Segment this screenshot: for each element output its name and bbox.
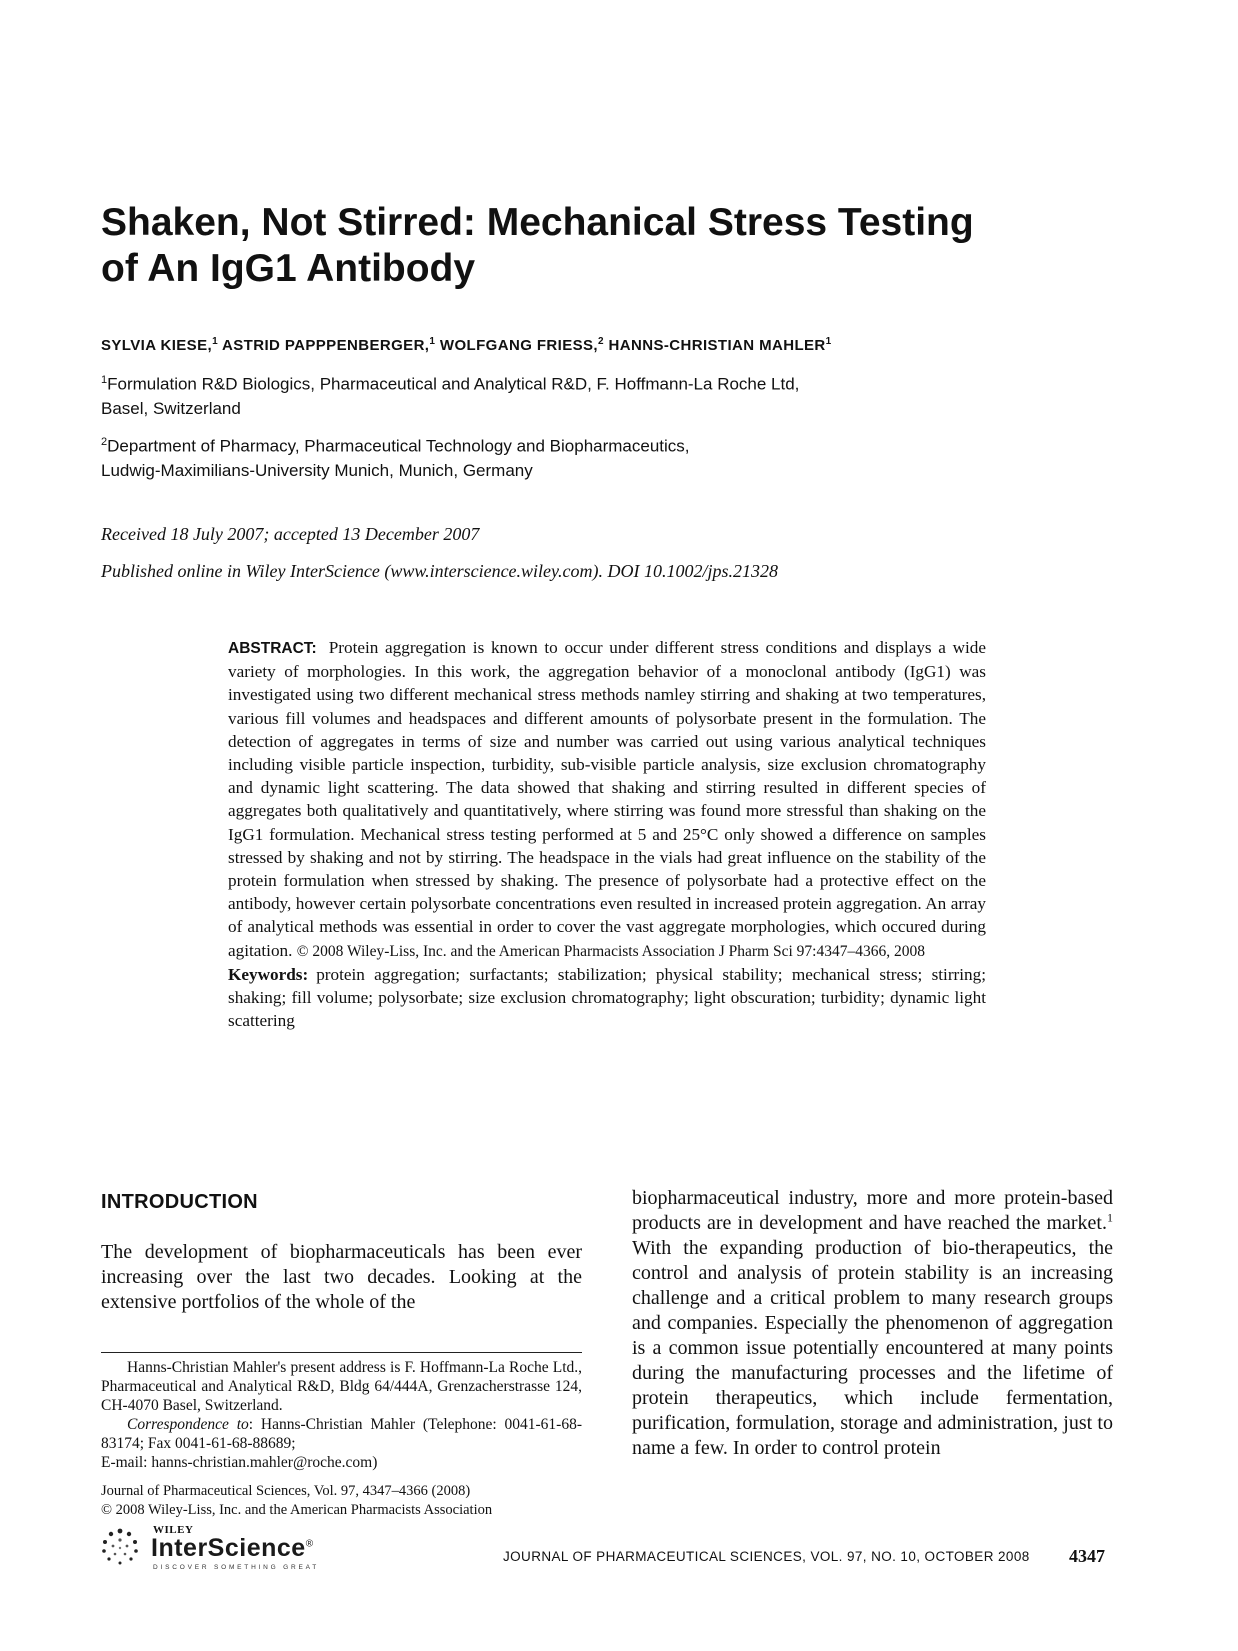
affiliation-line: Ludwig-Maximilians-University Munich, Munich, Germany [101, 460, 533, 480]
logo-tagline: DISCOVER SOMETHING GREAT [153, 1564, 320, 1571]
wiley-interscience-logo [101, 1524, 361, 1576]
author-name: HANNS-CHRISTIAN MAHLER [608, 337, 826, 354]
abstract-copyright: © 2008 Wiley-Liss, Inc. and the American Pharmacists Association J Pharm Sci 97:4347–4366, 2008 [296, 942, 925, 960]
footnote-email: E-mail: hanns-christian.mahler@roche.com) [101, 1454, 378, 1471]
publication-info: Published online in Wiley InterScience (www.interscience.wiley.com). DOI 10.1002/jps.21328 [101, 561, 779, 581]
received-dates: Received 18 July 2007; accepted 13 December 2007 [101, 524, 480, 544]
affiliation-line: Basel, Switzerland [101, 398, 241, 418]
logo-publisher: WILEY [153, 1524, 194, 1536]
title-line-2: of An IgG1 Antibody [101, 247, 476, 290]
reference-mark: 1 [1107, 1210, 1113, 1225]
author-list [101, 336, 1141, 354]
author-affiliation-mark: 1 [429, 336, 436, 347]
journal-citation [101, 1482, 582, 1520]
affiliation-line: Formulation R&D Biologics, Pharmaceutical and Analytical R&D, F. Hoffmann-La Roche Ltd, [107, 374, 800, 394]
affiliation-2 [101, 430, 1001, 483]
keywords-text: protein aggregation; surfactants; stabilization; physical stability; mechanical stress; stirring; shaking; fill volume; polysorbate; size exclusion chromatography; light obscuration; turbidity; dynamic light scattering [228, 964, 986, 1031]
abstract-block [228, 636, 986, 1032]
author-name: ASTRID PAPPPENBERGER, [222, 337, 430, 354]
abstract-text: Protein aggregation is known to occur under different stress conditions and displays a wide variety of morphologies. In this work, the aggregation behavior of a monoclonal antibody (IgG1) was investigated using two different mechanical stress methods namley stirring and shaking at two temperatures, various fill volumes and headspaces and different amounts of polysorbate present in the formulation. The detection of aggregates in terms of size and number was carried out using various analytical techniques including visible particle inspection, turbidity, sub-visible particle analysis, size exclusion chromatography and dynamic light scattering. The data showed that shaking and stirring resulted in different species of aggregates both qualitatively and quantitatively, where stirring was found more stressful than shaking on the IgG1 formulation. Mechanical stress testing performed at 5 and 25°C only showed a difference on samples stressed by shaking and not by stirring. The headspace in the vials had great influence on the stability of the protein formulation when stressed by shaking. The presence of polysorbate had a protective effect on the antibody, however certain polysorbate concentrations even resulted in increased protein aggregation. An array of analytical methods was essential in order to cover the vast aggregate morphologies, which occured during agitation. [228, 638, 986, 960]
author-name: SYLVIA KIESE, [101, 337, 213, 354]
affiliation-mark: 1 [101, 374, 108, 386]
author-affiliation-mark: 2 [597, 336, 604, 347]
correspondence-label: Correspondence to [127, 1416, 249, 1433]
introduction-heading: INTRODUCTION [101, 1191, 258, 1213]
introduction-left-column: The development of biopharmaceuticals has been ever increasing over the last two decades. Looking at the extensive portfolios of the whole of the [101, 1241, 582, 1313]
keywords-label: Keywords: [228, 964, 309, 984]
journal-line: Journal of Pharmaceutical Sciences, Vol. 97, 4347–4366 (2008) [101, 1483, 471, 1499]
author-affiliation-mark: 1 [212, 336, 219, 347]
logo-wordmark [151, 1534, 314, 1563]
affiliation-1 [101, 368, 1001, 421]
introduction-right-column [632, 1186, 1113, 1461]
introduction-text: With the expanding production of bio-therapeutics, the control and analysis of protein stability is an increasing challenge and a critical problem to many research groups and companies. Especially the phenomenon of aggregation is a common issue potentially encountered at many points during the manufacturing processes and the lifetime of protein therapeutics, which include fermentation, purification, formulation, storage and administration, just to name a few. In order to control protein [632, 1237, 1113, 1459]
footnote-correspondence [101, 1415, 582, 1453]
author-affiliation-mark: 1 [825, 336, 832, 347]
article-title [101, 200, 1001, 292]
running-footer: JOURNAL OF PHARMACEUTICAL SCIENCES, VOL. 97, NO. 10, OCTOBER 2008 [503, 1549, 1030, 1564]
correspondence-text: : Hanns-Christian Mahler (Telephone: 0041-61-68-83174; Fax 0041-61-68-88689; [101, 1416, 583, 1452]
footnote-divider [101, 1352, 582, 1353]
introduction-text: biopharmaceutical industry, more and more protein-based products are in development and have reached the market. [632, 1187, 1113, 1234]
author-name: WOLFGANG FRIESS, [439, 337, 598, 354]
copyright-line: © 2008 Wiley-Liss, Inc. and the American Pharmacists Association [101, 1502, 493, 1518]
footnote-block [101, 1358, 582, 1472]
affiliation-line: Department of Pharmacy, Pharmaceutical Technology and Biopharmaceutics, [107, 436, 690, 456]
page-number: 4347 [1069, 1546, 1105, 1566]
title-line-1: Shaken, Not Stirred: Mechanical Stress Testing [101, 201, 974, 244]
abstract-label: ABSTRACT: [228, 640, 317, 657]
logo-registered-mark: ® [305, 1538, 314, 1550]
interscience-dots-icon [101, 1528, 139, 1566]
logo-name-text: InterScience [151, 1534, 306, 1562]
affiliation-mark: 2 [101, 436, 108, 448]
footnote-address: Hanns-Christian Mahler's present address is F. Hoffmann-La Roche Ltd., Pharmaceutical and Analytical R&D, Bldg 64/444A, Grenzacherstrasse 124, CH-4070 Basel, Switzerland. [101, 1359, 582, 1414]
